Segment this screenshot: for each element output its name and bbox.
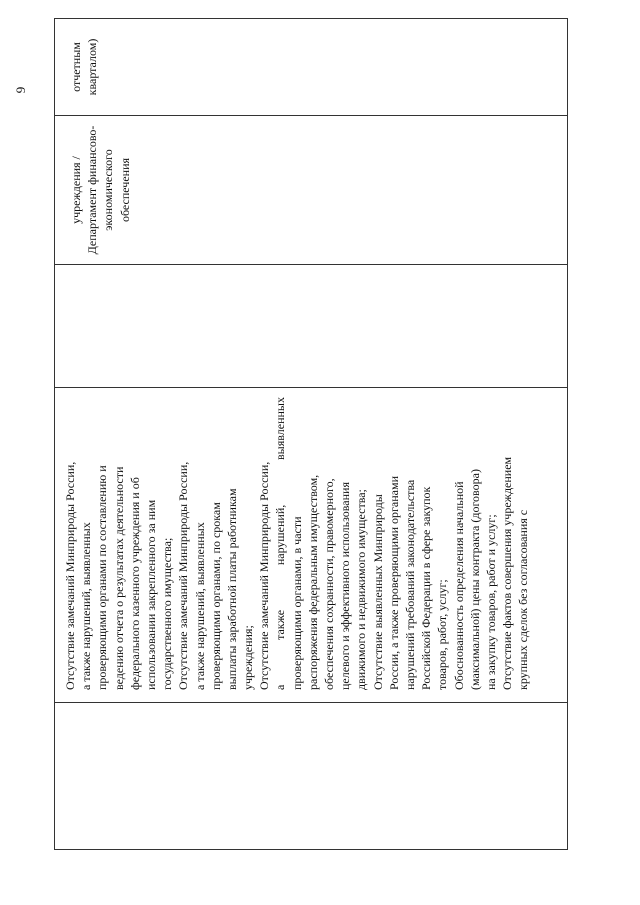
criteria-word: также [273, 609, 288, 640]
criteria-word: а [273, 684, 288, 690]
deadline-text: отчетным кварталом) [69, 38, 100, 96]
criteria-line: Отсутствие замечаний Минприроды России, [63, 461, 77, 690]
criteria-justified-line [272, 397, 288, 690]
criteria-line: ведению отчета о результатах деятельности [111, 466, 126, 690]
criteria-word: выявленных [273, 397, 288, 460]
criteria-line: обеспечения сохранности, правомерного, [322, 478, 336, 690]
criteria-line: целевого и эффективного использования [338, 482, 353, 690]
table-column-empty [55, 264, 567, 387]
criteria-line: проверяющими органами, по срокам [208, 502, 223, 690]
table-column-criteria [55, 387, 567, 702]
table-column-deadline [55, 18, 567, 115]
criteria-line: Отсутствие выявленных Минприроды [370, 494, 385, 690]
criteria-line: товаров, работ, услуг; [435, 579, 450, 690]
criteria-line: проверяющими органами, в части [289, 516, 304, 690]
criteria-line: нарушений требований законодательства [402, 479, 417, 690]
criteria-line: движимого и недвижимого имущества; [354, 489, 369, 690]
criteria-line: а также нарушений, выявленных [79, 522, 94, 690]
page-number: 9 [13, 86, 28, 94]
criteria-line: Обоснованность определения начальной [451, 481, 466, 690]
criteria-line: учреждения; [241, 625, 256, 690]
criteria-line: федерального казенного учреждения и об [127, 477, 142, 690]
table-column-1 [55, 702, 567, 849]
criteria-text [62, 397, 531, 690]
criteria-line: распоряжения федеральным имуществом, [305, 474, 320, 690]
criteria-line: Российской Федерации в сфере закупок [419, 486, 434, 690]
table-column-responsible [55, 115, 567, 264]
criteria-line: России, а также проверяющими органами [386, 475, 401, 690]
responsible-text: учреждения / Департамент финансово-экономического обеспечения [69, 125, 132, 255]
criteria-line: проверяющими органами по составлению и [95, 465, 110, 690]
criteria-line: использовании закрепленного за ним [143, 499, 158, 690]
criteria-line: крупных сделок без согласования с [516, 509, 531, 690]
criteria-line: выплаты заработной платы работникам [224, 488, 239, 690]
criteria-line: Отсутствие замечаний Минприроды России, [176, 461, 191, 690]
criteria-line: на закупку товаров, работ и услуг; [483, 514, 498, 690]
criteria-word: нарушений, [273, 504, 288, 566]
criteria-line: (максимальной) цены контракта (договора) [467, 469, 482, 690]
criteria-line: Отсутствие фактов совершения учреждением [500, 456, 515, 690]
criteria-table [54, 18, 568, 850]
criteria-line: Отсутствие замечаний Минприроды России, [257, 461, 272, 690]
criteria-line: государственного имущества; [160, 537, 175, 690]
criteria-line: а также нарушений, выявленных [192, 522, 207, 690]
